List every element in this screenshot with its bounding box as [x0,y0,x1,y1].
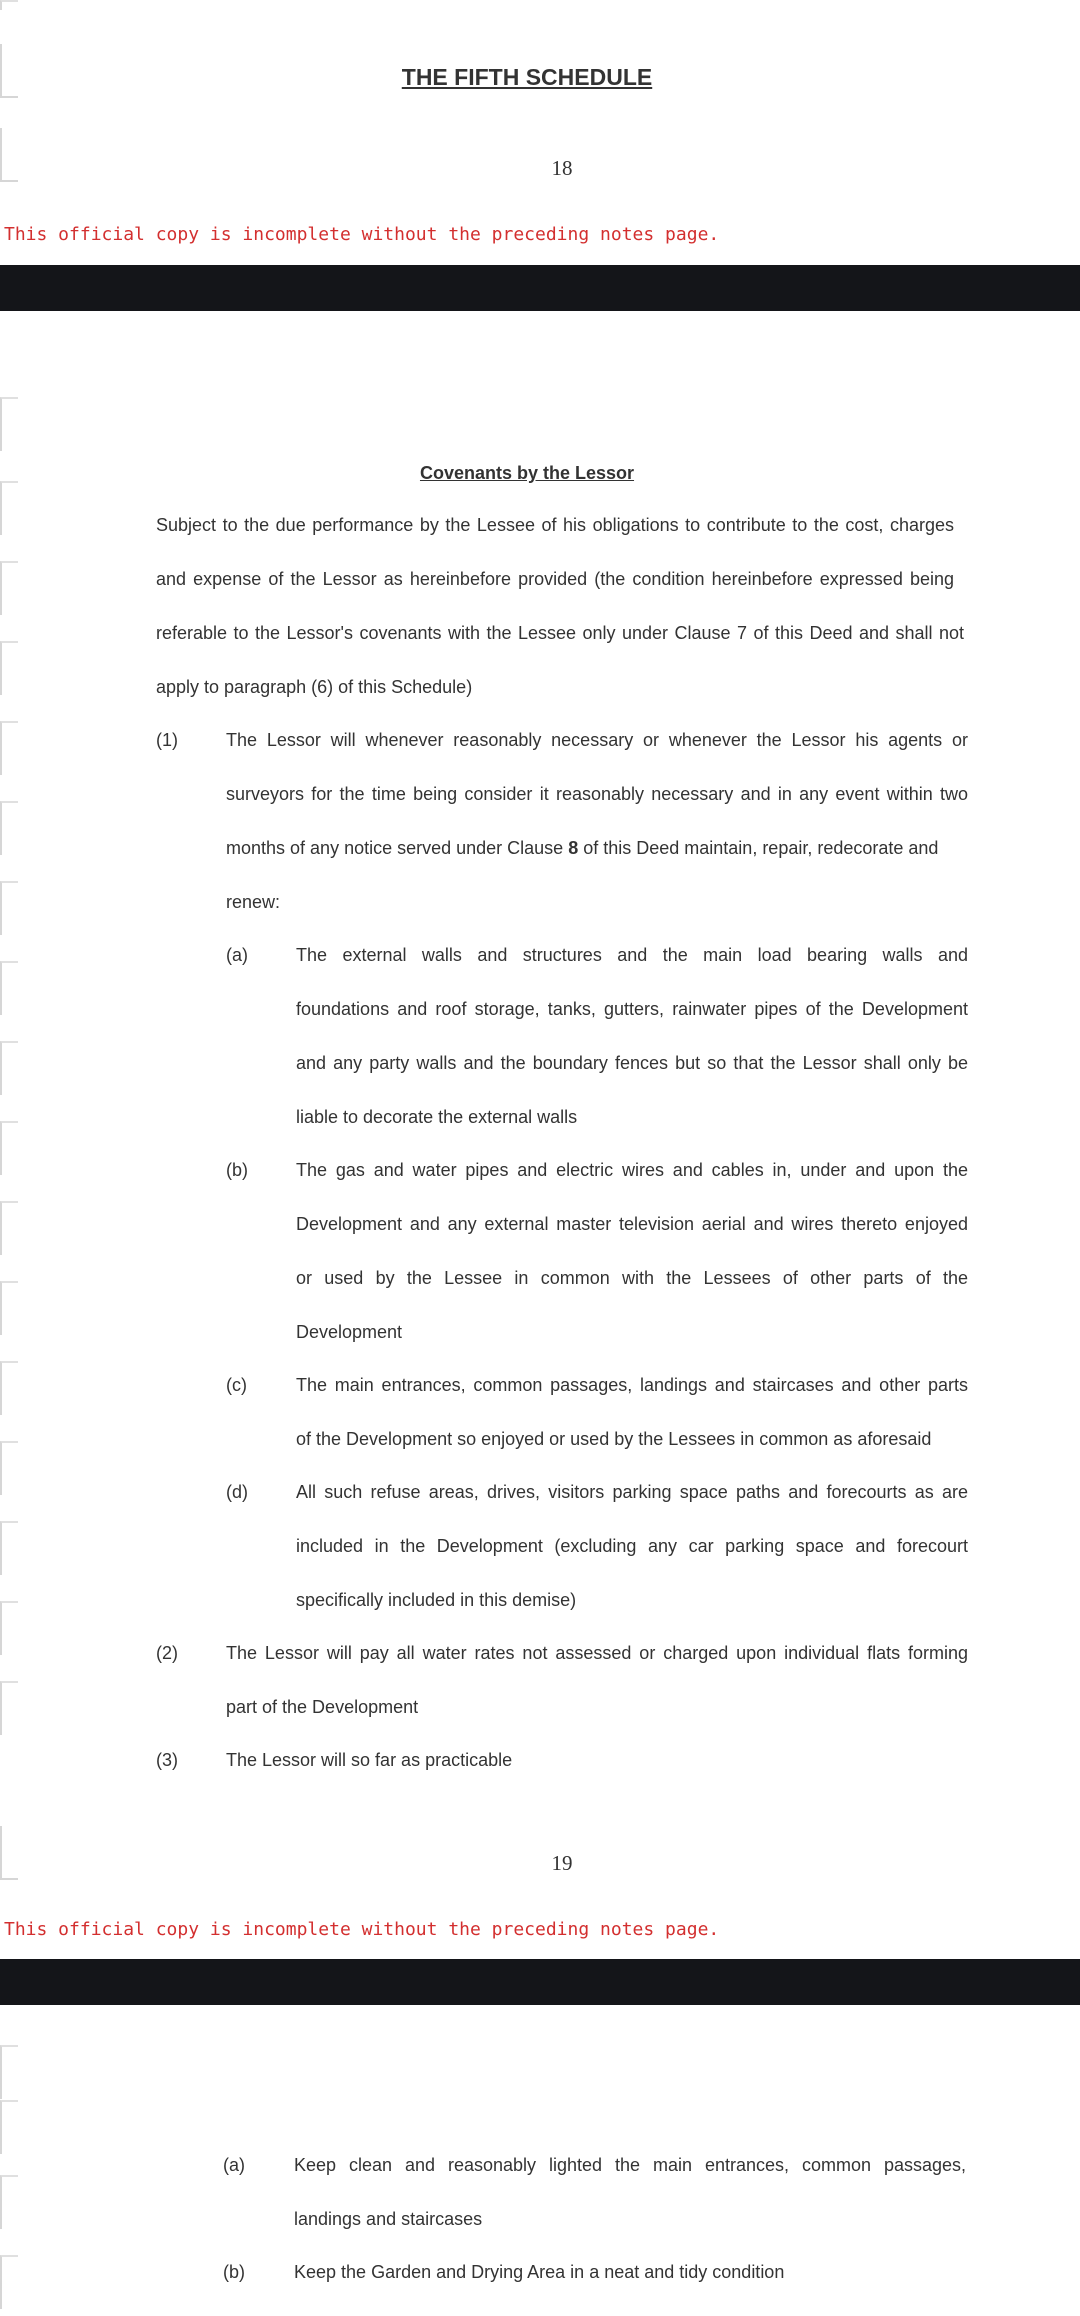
item-line: liable to decorate the external walls [296,1107,578,1127]
margin-mark [0,481,18,535]
section-heading: Covenants by the Lessor [419,463,635,483]
item-line: Keep the Garden and Drying Area in a neat and tidy condition [294,2262,785,2282]
page-number: 19 [551,1851,573,1875]
item-label: (b) [226,1160,248,1180]
page-18-fragment [0,0,1080,265]
clause-line: renew: [226,892,281,912]
margin-mark [0,561,18,615]
item-label: (a) [223,2155,245,2175]
margin-mark [0,801,18,855]
margin-mark [0,2100,18,2154]
item-line: Development [296,1322,403,1342]
official-copy-notice: This official copy is incomplete without the preceding notes page. [4,224,720,245]
item-line: foundations and roof storage, tanks, gutters, rainwater pipes of the Development [296,999,968,1019]
intro-line: and expense of the Lessor as hereinbefore provided (the condition hereinbefore expressed being [156,569,954,589]
item-label: (a) [226,945,248,965]
margin-mark [0,1121,18,1175]
margin-mark [0,1281,18,1335]
margin-mark [0,961,18,1015]
official-copy-notice: This official copy is incomplete without the preceding notes page. [4,1919,720,1940]
page-separator [0,265,1080,311]
margin-mark [0,1361,18,1415]
margin-mark [0,1201,18,1255]
intro-line: referable to the Lessor's covenants with the Lessee only under Clause 7 of this Deed and shall not [156,623,964,643]
clause-line: surveyors for the time being consider it reasonably necessary and in any event within two [226,784,968,804]
item-line: landings and staircases [294,2209,483,2229]
clause-line: The Lessor will so far as practicable [226,1750,513,1770]
item-label: (b) [223,2262,245,2282]
clause-line: months of any notice served under Clause 8 of this Deed maintain, repair, redecorate and [226,838,939,858]
schedule-heading: THE FIFTH SCHEDULE [401,64,653,90]
clause-number: (1) [156,730,178,750]
item-line: and any party walls and the boundary fences but so that the Lessor shall only be [296,1053,968,1073]
item-line: The gas and water pipes and electric wires and cables in, under and upon the [296,1160,968,1180]
page-20-fragment [0,2005,1080,2316]
page-separator [0,1959,1080,2005]
page-number: 18 [551,156,573,180]
margin-mark [0,2045,18,2099]
margin-mark [0,1041,18,1095]
margin-mark [0,1521,18,1575]
item-line: All such refuse areas, drives, visitors parking space paths and forecourts as are [296,1482,968,1502]
page-19 [0,311,1080,1959]
item-line: specifically included in this demise) [296,1590,577,1610]
clause-line: part of the Development [226,1697,419,1717]
intro-line: Subject to the due performance by the Lessee of his obligations to contribute to the cost, charges [156,515,954,535]
margin-mark [0,1441,18,1495]
item-line: The external walls and structures and the main load bearing walls and [296,945,968,965]
margin-mark [0,881,18,935]
margin-mark [0,2175,18,2229]
item-label: (d) [226,1482,248,1502]
margin-mark [0,0,18,10]
item-label: (c) [226,1375,247,1395]
item-line: Development and any external master television aerial and wires thereto enjoyed [296,1214,968,1234]
margin-mark [0,721,18,775]
item-line: or used by the Lessee in common with the Lessees of other parts of the [296,1268,968,1288]
clause-line: The Lessor will pay all water rates not assessed or charged upon individual flats forming [226,1643,968,1663]
clause-line: The Lessor will whenever reasonably necessary or whenever the Lessor his agents or [226,730,968,750]
intro-line: apply to paragraph (6) of this Schedule) [156,677,473,697]
margin-mark [0,2255,18,2309]
item-line: included in the Development (excluding any car parking space and forecourt [296,1536,968,1556]
item-line: The main entrances, common passages, landings and staircases and other parts [296,1375,968,1395]
margin-mark [0,641,18,695]
margin-mark [0,397,18,451]
clause-number: (3) [156,1750,178,1770]
margin-mark [0,1681,18,1735]
item-line: of the Development so enjoyed or used by the Lessees in common as aforesaid [296,1429,932,1449]
clause-number: (2) [156,1643,178,1663]
item-line: Keep clean and reasonably lighted the main entrances, common passages, [294,2155,966,2175]
margin-mark [0,1601,18,1655]
